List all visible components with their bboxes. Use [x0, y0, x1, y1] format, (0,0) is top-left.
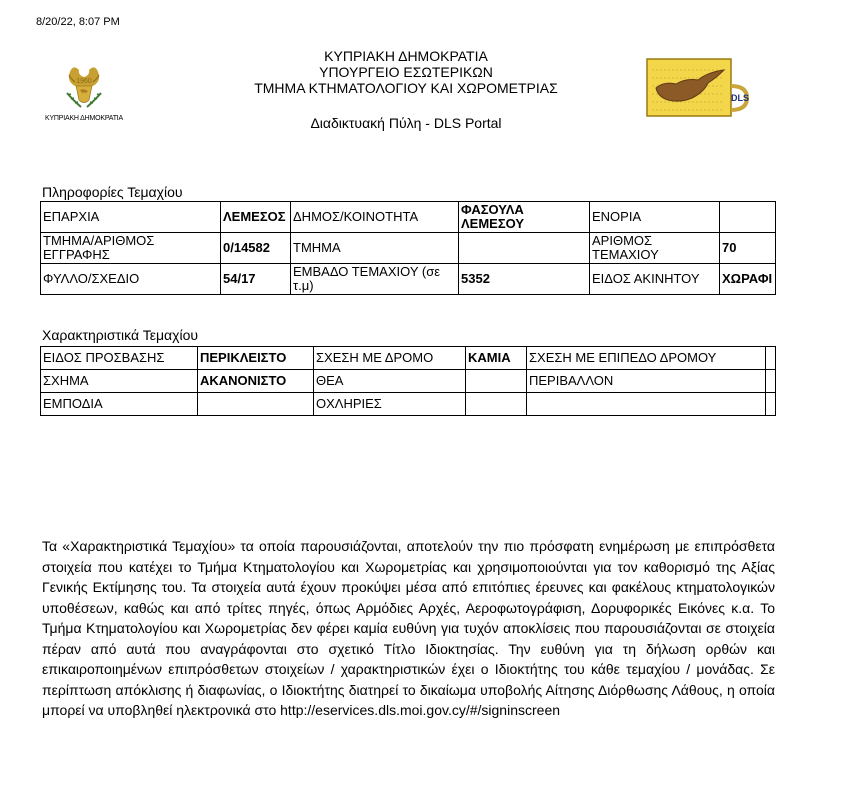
label-nuisances: ΟΧΛΗΡΙΕΣ	[314, 393, 466, 416]
value-province: ΛΕΜΕΣΟΣ	[221, 202, 291, 233]
value-parcel-number: 70	[720, 233, 776, 264]
coat-of-arms-caption: ΚΥΠΡΙΑΚΗ ΔΗΜΟΚΡΑΤΙΑ	[44, 115, 124, 122]
value-shape: ΑΚΑΝΟΝΙΣΤΟ	[198, 370, 314, 393]
label-parish: ΕΝΟΡΙΑ	[590, 202, 720, 233]
value-municipality: ΦΑΣΟΥΛΑ ΛΕΜΕΣΟΥ	[459, 202, 590, 233]
value-property-type: ΧΩΡΑΦΙ	[720, 264, 776, 295]
page-header	[206, 48, 606, 96]
value-nuisances	[466, 393, 527, 416]
disclaimer-text: Τα «Χαρακτηριστικά Τεμαχίου» τα οποία παρουσιάζονται, αποτελούν την πιο πρόσφατη ενημέρωση με επιπρόσθετα στοιχεία που κατέχει το Τμήμα Κτηματολογίου και Χωρομετρίας και χρησιμοποιούνται για τον καθορισμό της Αξίας Γενικής Εκτίμησης του. Τα στοιχεία αυτά έχουν προκύψει μέσα από επιτόπιες έρευνες και φακέλους κτηματολογικών υποθέσεων, καθώς και από τρίτες πηγές, όπως Αρμόδιες Αρχές, Αεροφωτογράφιση, Δορυφορικές Εικόνες κ.α. Το Τμήμα Κτηματολογίου και Χωρομετρίας δεν φέρει καμία ευθύνη για τυχόν αποκλίσεις που παρουσιάζονται σε στοιχεία πέραν από αυτά που αναγράφονται στο σχετικό Τίτλο Ιδιοκτησίας. Την ευθύνη για τη δήλωση ορθών και επικαιροποιημένων επιπρόσθετων στοιχείων / χαρακτηριστικών έχει ο Ιδιοκτήτης του κάθε τεμαχίου / μονάδας. Σε περίπτωση απόκλισης ή διαφωνίας, ο Ιδιοκτήτης διατηρεί το δικαίωμα υποβολής Αίτησης Διόρθωσης Λάθους, η οποία μπορεί να υποβληθεί ηλεκτρονικά στο http://eservices.dls.moi.gov.cy/#/signinscreen	[42, 538, 775, 718]
dls-map-logo	[646, 58, 752, 120]
dls-mark-text: DLS	[731, 93, 749, 103]
header-ministry: ΥΠΟΥΡΓΕΙΟ ΕΣΩΤΕΡΙΚΩΝ	[319, 64, 493, 80]
value-access-type: ΠΕΡΙΚΛΕΙΣΤΟ	[198, 347, 314, 370]
parcel-info-table	[40, 201, 776, 295]
header-department: ΤΜΗΜΑ ΚΤΗΜΑΤΟΛΟΓΙΟΥ ΚΑΙ ΧΩΡΟΜΕΤΡΙΑΣ	[254, 80, 558, 96]
value-road-level	[766, 347, 776, 370]
coat-of-arms-logo	[38, 55, 130, 127]
label-access-type: ΕΙΔΟΣ ΠΡΟΣΒΑΣΗΣ	[41, 347, 198, 370]
value-obstacles	[198, 393, 314, 416]
table-row	[41, 393, 776, 416]
parcel-characteristics-title: Χαρακτηριστικά Τεμαχίου	[42, 327, 199, 343]
label-sheet-plan: ΦΥΛΛΟ/ΣΧΕΔΙΟ	[41, 264, 221, 295]
label-area: ΕΜΒΑΔΟ ΤΕΜΑΧΙΟΥ (σε τ.μ)	[291, 264, 459, 295]
table-row	[41, 347, 776, 370]
header-republic: ΚΥΠΡΙΑΚΗ ΔΗΜΟΚΡΑΤΙΑ	[324, 48, 488, 64]
empty-cell	[527, 393, 766, 416]
parcel-characteristics-table	[40, 346, 776, 416]
value-view	[466, 370, 527, 393]
value-parish	[720, 202, 776, 233]
label-section: ΤΜΗΜΑ	[291, 233, 459, 264]
value-registration: 0/14582	[221, 233, 291, 264]
label-parcel-number: ΑΡΙΘΜΟΣ ΤΕΜΑΧΙΟΥ	[590, 233, 720, 264]
label-road-relation: ΣΧΕΣΗ ΜΕ ΔΡΟΜΟ	[314, 347, 466, 370]
empty-cell	[766, 393, 776, 416]
label-property-type: ΕΙΔΟΣ ΑΚΙΝΗΤΟΥ	[590, 264, 720, 295]
print-timestamp: 8/20/22, 8:07 PM	[36, 16, 120, 28]
cyprus-map-icon	[646, 58, 752, 120]
table-row	[41, 370, 776, 393]
table-row	[41, 202, 776, 233]
value-environment	[766, 370, 776, 393]
table-row	[41, 233, 776, 264]
label-environment: ΠΕΡΙΒΑΛΛΟΝ	[527, 370, 766, 393]
label-municipality: ΔΗΜΟΣ/ΚΟΙΝΟΤΗΤΑ	[291, 202, 459, 233]
label-obstacles: ΕΜΠΟΔΙΑ	[41, 393, 198, 416]
value-road-relation: ΚΑΜΙΑ	[466, 347, 527, 370]
label-shape: ΣΧΗΜΑ	[41, 370, 198, 393]
parcel-info-title: Πληροφορίες Τεμαχίου	[42, 184, 183, 200]
portal-title: Διαδικτυακή Πύλη - DLS Portal	[310, 115, 502, 131]
label-registration: ΤΜΗΜΑ/ΑΡΙΘΜΟΣ ΕΓΓΡΑΦΗΣ	[41, 233, 221, 264]
value-sheet-plan: 54/17	[221, 264, 291, 295]
svg-text:1960: 1960	[76, 78, 92, 85]
value-area: 5352	[459, 264, 590, 295]
table-row	[41, 264, 776, 295]
value-section	[459, 233, 590, 264]
coat-of-arms-icon	[59, 55, 109, 113]
label-road-level: ΣΧΕΣΗ ΜΕ ΕΠΙΠΕΔΟ ΔΡΟΜΟΥ	[527, 347, 766, 370]
label-view: ΘΕΑ	[314, 370, 466, 393]
label-province: ΕΠΑΡΧΙΑ	[41, 202, 221, 233]
